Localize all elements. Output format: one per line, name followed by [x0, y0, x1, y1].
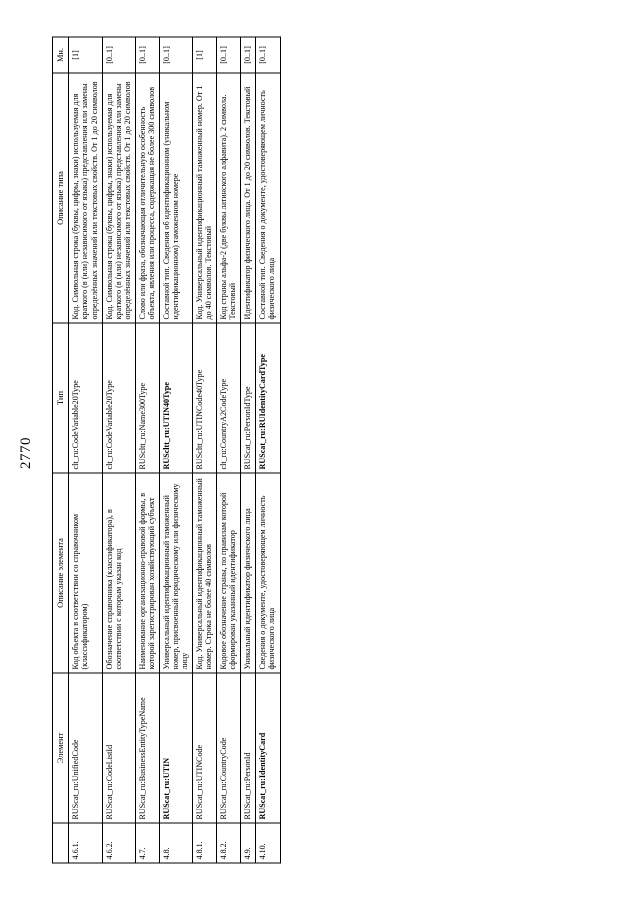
row-number: 4.8.2.	[217, 823, 241, 863]
row-multiplicity: [1]	[69, 37, 102, 73]
column-header-number	[53, 823, 69, 863]
row-element-name: RUScat_ru:CodeListId	[102, 673, 135, 823]
row-type-name: RUScat_ru:PersonIdType	[241, 323, 256, 473]
page-number: 2770	[18, 436, 34, 469]
row-element-name: RUScat_ru:BusinessEntityTypeName	[135, 673, 159, 823]
row-multiplicity: [0..1]	[217, 37, 241, 73]
row-multiplicity: [0..1]	[159, 37, 192, 73]
column-header-element-description: Описание элемента	[53, 473, 69, 673]
row-type-description: Код. Символьная строка (буквы, цифры, знаки) используемая для краткого (в (или) независимого от языка) представления или замены определённых значений или текстовых свойств. От 1 до 20 символов	[69, 73, 102, 323]
table-header-row	[53, 37, 69, 863]
row-type-description: Код страны альфа-2 (две буквы латинского алфавита). 2 символа. Текстовый	[217, 73, 241, 323]
row-multiplicity: [1]	[193, 37, 217, 73]
table-row	[69, 37, 102, 863]
column-header-element: Элемент	[53, 673, 69, 823]
specification-table-container	[52, 37, 281, 863]
column-header-type-description: Описание типа	[53, 73, 69, 323]
row-type-description: Код. Универсальный идентификационный таможенный номер. От 1 до 40 символов. Текстовый	[193, 73, 217, 323]
table-row	[102, 37, 135, 863]
column-header-type: Тип	[53, 323, 69, 473]
row-element-name: RUScat_ru:UnifiedCode	[69, 673, 102, 823]
column-header-multiplicity: Мн.	[53, 37, 69, 73]
row-type-name: clt_ru:CodeVariable20Type	[69, 323, 102, 473]
row-number: 4.10.	[256, 823, 280, 863]
row-element-description: Сведения о документе, удостоверяющем личность физического лица	[256, 473, 280, 673]
row-number: 4.8.	[159, 823, 192, 863]
row-multiplicity: [0..1]	[256, 37, 280, 73]
row-number: 4.6.2.	[102, 823, 135, 863]
row-number: 4.9.	[241, 823, 256, 863]
row-number: 4.8.1.	[193, 823, 217, 863]
row-element-name: RUScat_ru:PersonId	[241, 673, 256, 823]
row-multiplicity: [0..1]	[102, 37, 135, 73]
table-row	[193, 37, 217, 863]
row-type-description: Идентификатор физического лица. От 1 до 20 символов. Текстовый	[241, 73, 256, 323]
row-element-name: RUScat_ru:IdentityCard	[256, 673, 280, 823]
row-element-description: Уникальный идентификатор физического лица	[241, 473, 256, 673]
table-row	[241, 37, 256, 863]
row-type-description: Составной тип. Сведения об идентификационном (уникальном идентификационном) таможенном номере	[159, 73, 192, 323]
table-row	[135, 37, 159, 863]
row-element-description: Обозначение справочника (классификатора), в соответствии с которым указан код	[102, 473, 135, 673]
row-type-description: Составной тип. Сведения о документе, удостоверяющем личность физического лица	[256, 73, 280, 323]
row-element-name: RUScat_ru:UTIN	[159, 673, 192, 823]
row-multiplicity: [0..1]	[135, 37, 159, 73]
row-element-description: Универсальный идентификационный таможенный номер, присвоенный юридическому или физическому лицу	[159, 473, 192, 673]
row-type-name: RUScltt_ru:UTINCode40Type	[193, 323, 217, 473]
row-element-description: Наименование организационно-правовой формы, в которой зарегистрирован хозяйствующий субъект	[135, 473, 159, 673]
row-element-description: Код объекта в соответствии со справочником (классификатором)	[69, 473, 102, 673]
row-element-description: Кодовое обозначение страны, по правилам которой сформирован указанный идентификатор	[217, 473, 241, 673]
row-type-description: Код. Символьная строка (буквы, цифры, знаки) используемая для краткого (в (или) независимого от языка) представления или замены определённых значений или текстовых свойств. От 1 до 20 символов	[102, 73, 135, 323]
specification-table	[52, 36, 281, 863]
row-type-description: Слово или фраза, обозначающая отличительную особенность объекта, явления или процесса, содержащая не более 300 символов	[135, 73, 159, 323]
table-row	[256, 37, 280, 863]
row-type-name: RUScltt_ru:Name300Type	[135, 323, 159, 473]
row-type-name: RUScat_ru:RUIdentityCardType	[256, 323, 280, 473]
row-number: 4.6.1.	[69, 823, 102, 863]
table-row	[159, 37, 192, 863]
row-element-description: Код. Универсальный идентификационный таможенный номер. Строка не более 40 символов	[193, 473, 217, 673]
row-number: 4.7.	[135, 823, 159, 863]
table-row	[217, 37, 241, 863]
row-multiplicity: [0..1]	[241, 37, 256, 73]
row-type-name: clt_ru:CodeVariable20Type	[102, 323, 135, 473]
row-element-name: RUScat_ru:UTINCode	[193, 673, 217, 823]
row-type-name: RUScltt_ru:UTIN40Type	[159, 323, 192, 473]
row-element-name: RUScat_ru:CountryCode	[217, 673, 241, 823]
row-type-name: clt_ru:CountryA2CodeType	[217, 323, 241, 473]
